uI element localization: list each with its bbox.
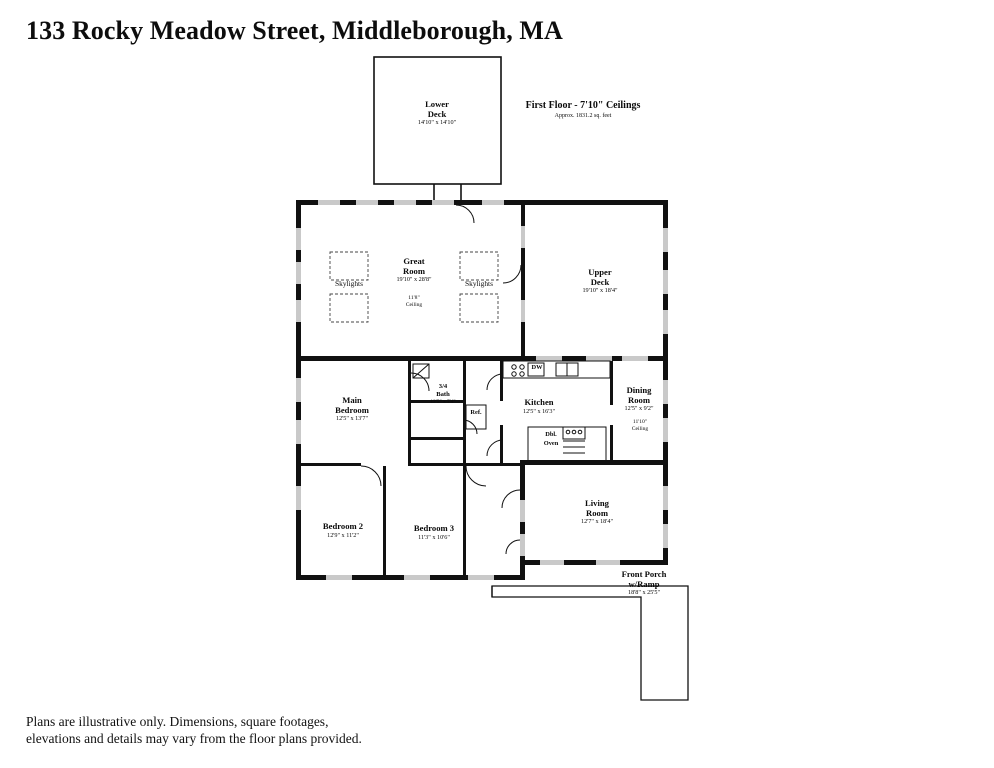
skylights-label-right: Skylights [465,279,493,288]
appliance-label-double-oven-line1: Dbl. [545,431,557,438]
room-label-dining-room: Dining Room 12'5" x 9'2" [624,385,654,413]
page-title: 133 Rocky Meadow Street, Middleborough, MA [26,16,563,45]
disclaimer-line-2: elevations and details may vary from the floor plans provided. [26,731,362,746]
room-label-living-room: Living Room 12'7" x 18'4" [580,498,614,526]
disclaimer-line-1: Plans are illustrative only. Dimensions, square footages, [26,714,329,729]
room-label-lower-deck: Lower Deck 14'10" x 14'10" [417,99,457,127]
room-label-bedroom-2: Bedroom 2 12'9" x 11'2" [322,521,364,539]
appliance-label-double-oven-line2: Oven [543,440,559,447]
disclaimer-text [26,713,362,747]
room-label-bedroom-3: Bedroom 3 11'3" x 10'6" [413,523,455,541]
appliance-label-dishwasher: DW [531,364,543,371]
room-label-kitchen: Kitchen 12'5" x 16'3" [522,397,556,415]
room-label-main-bedroom: Main Bedroom 12'5" x 13'7" [335,395,369,423]
room-label-three-quarter-bath: 3/4 Bath 12'5" x 7'4" [430,383,456,406]
room-label-upper-deck: Upper Deck 19'10" x 18'4" [582,267,618,295]
room-label-great-room: Great Room 19'10" x 28'8" [396,256,432,284]
plan-note: First Floor - 7'10" Ceilings Approx. 1831.2 sq. feet [525,100,641,119]
skylights-label-left: Skylights [335,279,363,288]
ceiling-note-great-room: 11'8" Ceiling [405,295,423,308]
ceiling-note-dining-room: 11'10" Ceiling [631,419,649,432]
appliance-label-refrigerator: Ref. [470,409,482,416]
room-label-front-porch: Front Porch w/Ramp 18'8" x 25'5" [621,569,667,597]
